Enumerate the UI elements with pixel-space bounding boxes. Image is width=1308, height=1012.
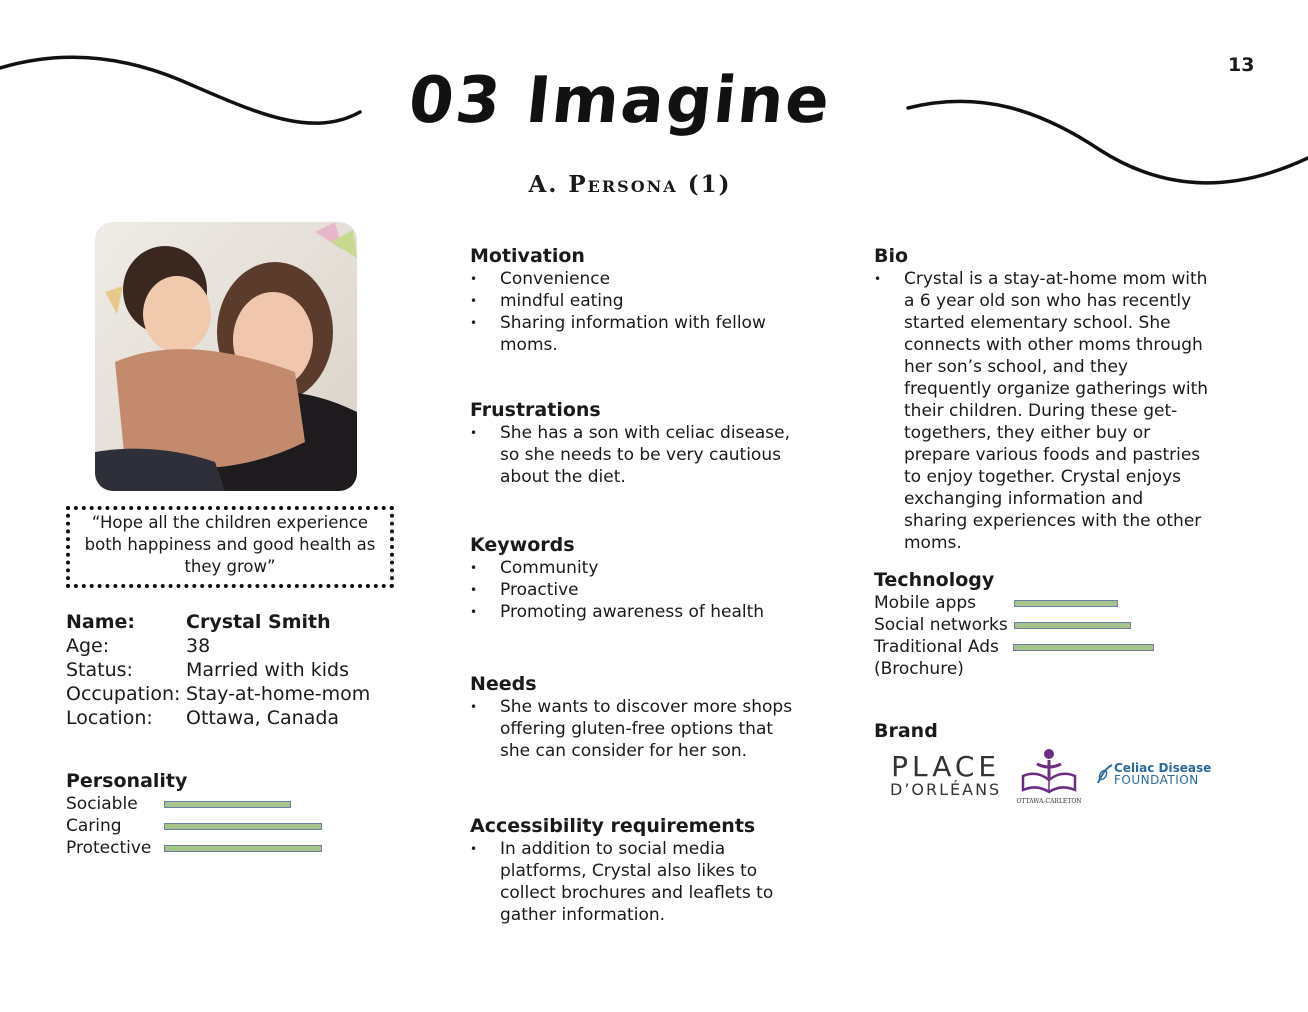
wave-right [908, 101, 1308, 183]
personality-bar [164, 823, 322, 830]
persona-info [66, 610, 370, 730]
accessibility-section [470, 814, 800, 926]
personality-section [66, 769, 366, 859]
bio-section [874, 244, 1208, 554]
celiac-foundation-logo [1094, 762, 1211, 786]
page-title: 03 Imagine [405, 64, 835, 138]
technology-label: Mobile apps [874, 593, 977, 613]
info-label: Occupation: [66, 683, 181, 705]
info-value: Married with kids [186, 659, 349, 681]
info-row-occupation [66, 682, 370, 706]
list-item: • mindful eating [470, 290, 800, 312]
list-item: • Community [470, 557, 800, 579]
logo-text: PLACE [891, 750, 1001, 783]
info-value: Crystal Smith [186, 611, 331, 633]
info-row-name [66, 610, 370, 634]
list-item: • Sharing information with fellow moms. [470, 312, 800, 356]
technology-bar [1013, 644, 1154, 651]
place-dorleans-logo [890, 752, 1001, 798]
list-item: • Convenience [470, 268, 800, 290]
needs-section [470, 672, 800, 762]
logo-text: D’ORLÉANS [890, 780, 1002, 799]
persona-photo [95, 222, 357, 491]
technology-heading: Technology [874, 569, 995, 591]
brand-heading: Brand [874, 720, 938, 742]
info-label: Status: [66, 659, 133, 681]
technology-label: Social networks [874, 615, 1008, 635]
info-row-location [66, 706, 370, 730]
keywords-heading: Keywords [470, 534, 575, 556]
bio-heading: Bio [874, 245, 909, 267]
frustrations-heading: Frustrations [470, 399, 601, 421]
needs-heading: Needs [470, 673, 537, 695]
personality-heading: Personality [66, 770, 188, 792]
technology-bar [1014, 600, 1118, 607]
personality-row [66, 815, 366, 837]
list-item: • She wants to discover more shops offering gluten-free options that she can consider for her son. [470, 696, 800, 762]
list-item: • Promoting awareness of health [470, 601, 800, 623]
info-label: Location: [66, 707, 153, 729]
keywords-section [470, 533, 800, 623]
technology-section [874, 568, 1174, 680]
persona-quote: “Hope all the children experience both happiness and good health as they grow” [66, 506, 394, 588]
accessibility-heading: Accessibility requirements [470, 815, 756, 837]
info-row-status [66, 658, 370, 682]
info-value: Ottawa, Canada [186, 707, 340, 729]
wave-left [0, 57, 360, 123]
info-row-age [66, 634, 370, 658]
personality-bar [164, 801, 291, 808]
info-label: Name: [66, 611, 136, 633]
logo-caption: OTTAWA-CARLETON [1016, 798, 1082, 805]
page-number: 13 [1228, 54, 1255, 76]
book-icon [1015, 748, 1083, 794]
info-label: Age: [66, 635, 110, 657]
list-item: • In addition to social media platforms, Crystal also likes to collect brochures and leaflets to gather information. [470, 838, 800, 926]
motivation-section [470, 244, 800, 356]
technology-row [874, 636, 1174, 680]
page-subtitle: A. Persona (1) [528, 171, 732, 198]
list-item: • Crystal is a stay-at-home mom with a 6 year old son who has recently started elementary school. She connects with other moms through her son’s school, and they frequently organize gatherings with their children. During these get-togethers, they either buy or prepare various foods and pastries to enjoy together. Crystal enjoys exchanging information and sharing experiences with the other moms. [874, 268, 1208, 554]
info-value: Stay-at-home-mom [186, 683, 371, 705]
info-value: 38 [186, 635, 211, 657]
technology-label: Traditional Ads (Brochure) [874, 637, 999, 679]
list-item: • She has a son with celiac disease, so she needs to be very cautious about the diet. [470, 422, 800, 488]
personality-label: Caring [66, 816, 122, 836]
frustrations-section [470, 398, 800, 488]
wheat-icon [1094, 763, 1114, 785]
logo-text: Celiac Disease [1114, 761, 1212, 775]
personality-label: Protective [66, 838, 152, 858]
list-item: • Proactive [470, 579, 800, 601]
personality-row [66, 793, 366, 815]
ottawa-carleton-logo [1015, 748, 1083, 805]
personality-bar [164, 845, 322, 852]
motivation-heading: Motivation [470, 245, 585, 267]
technology-bar [1014, 622, 1131, 629]
logo-text: FOUNDATION [1114, 773, 1199, 787]
personality-row [66, 837, 366, 859]
technology-row [874, 614, 1174, 636]
personality-label: Sociable [66, 794, 138, 814]
technology-row [874, 592, 1174, 614]
